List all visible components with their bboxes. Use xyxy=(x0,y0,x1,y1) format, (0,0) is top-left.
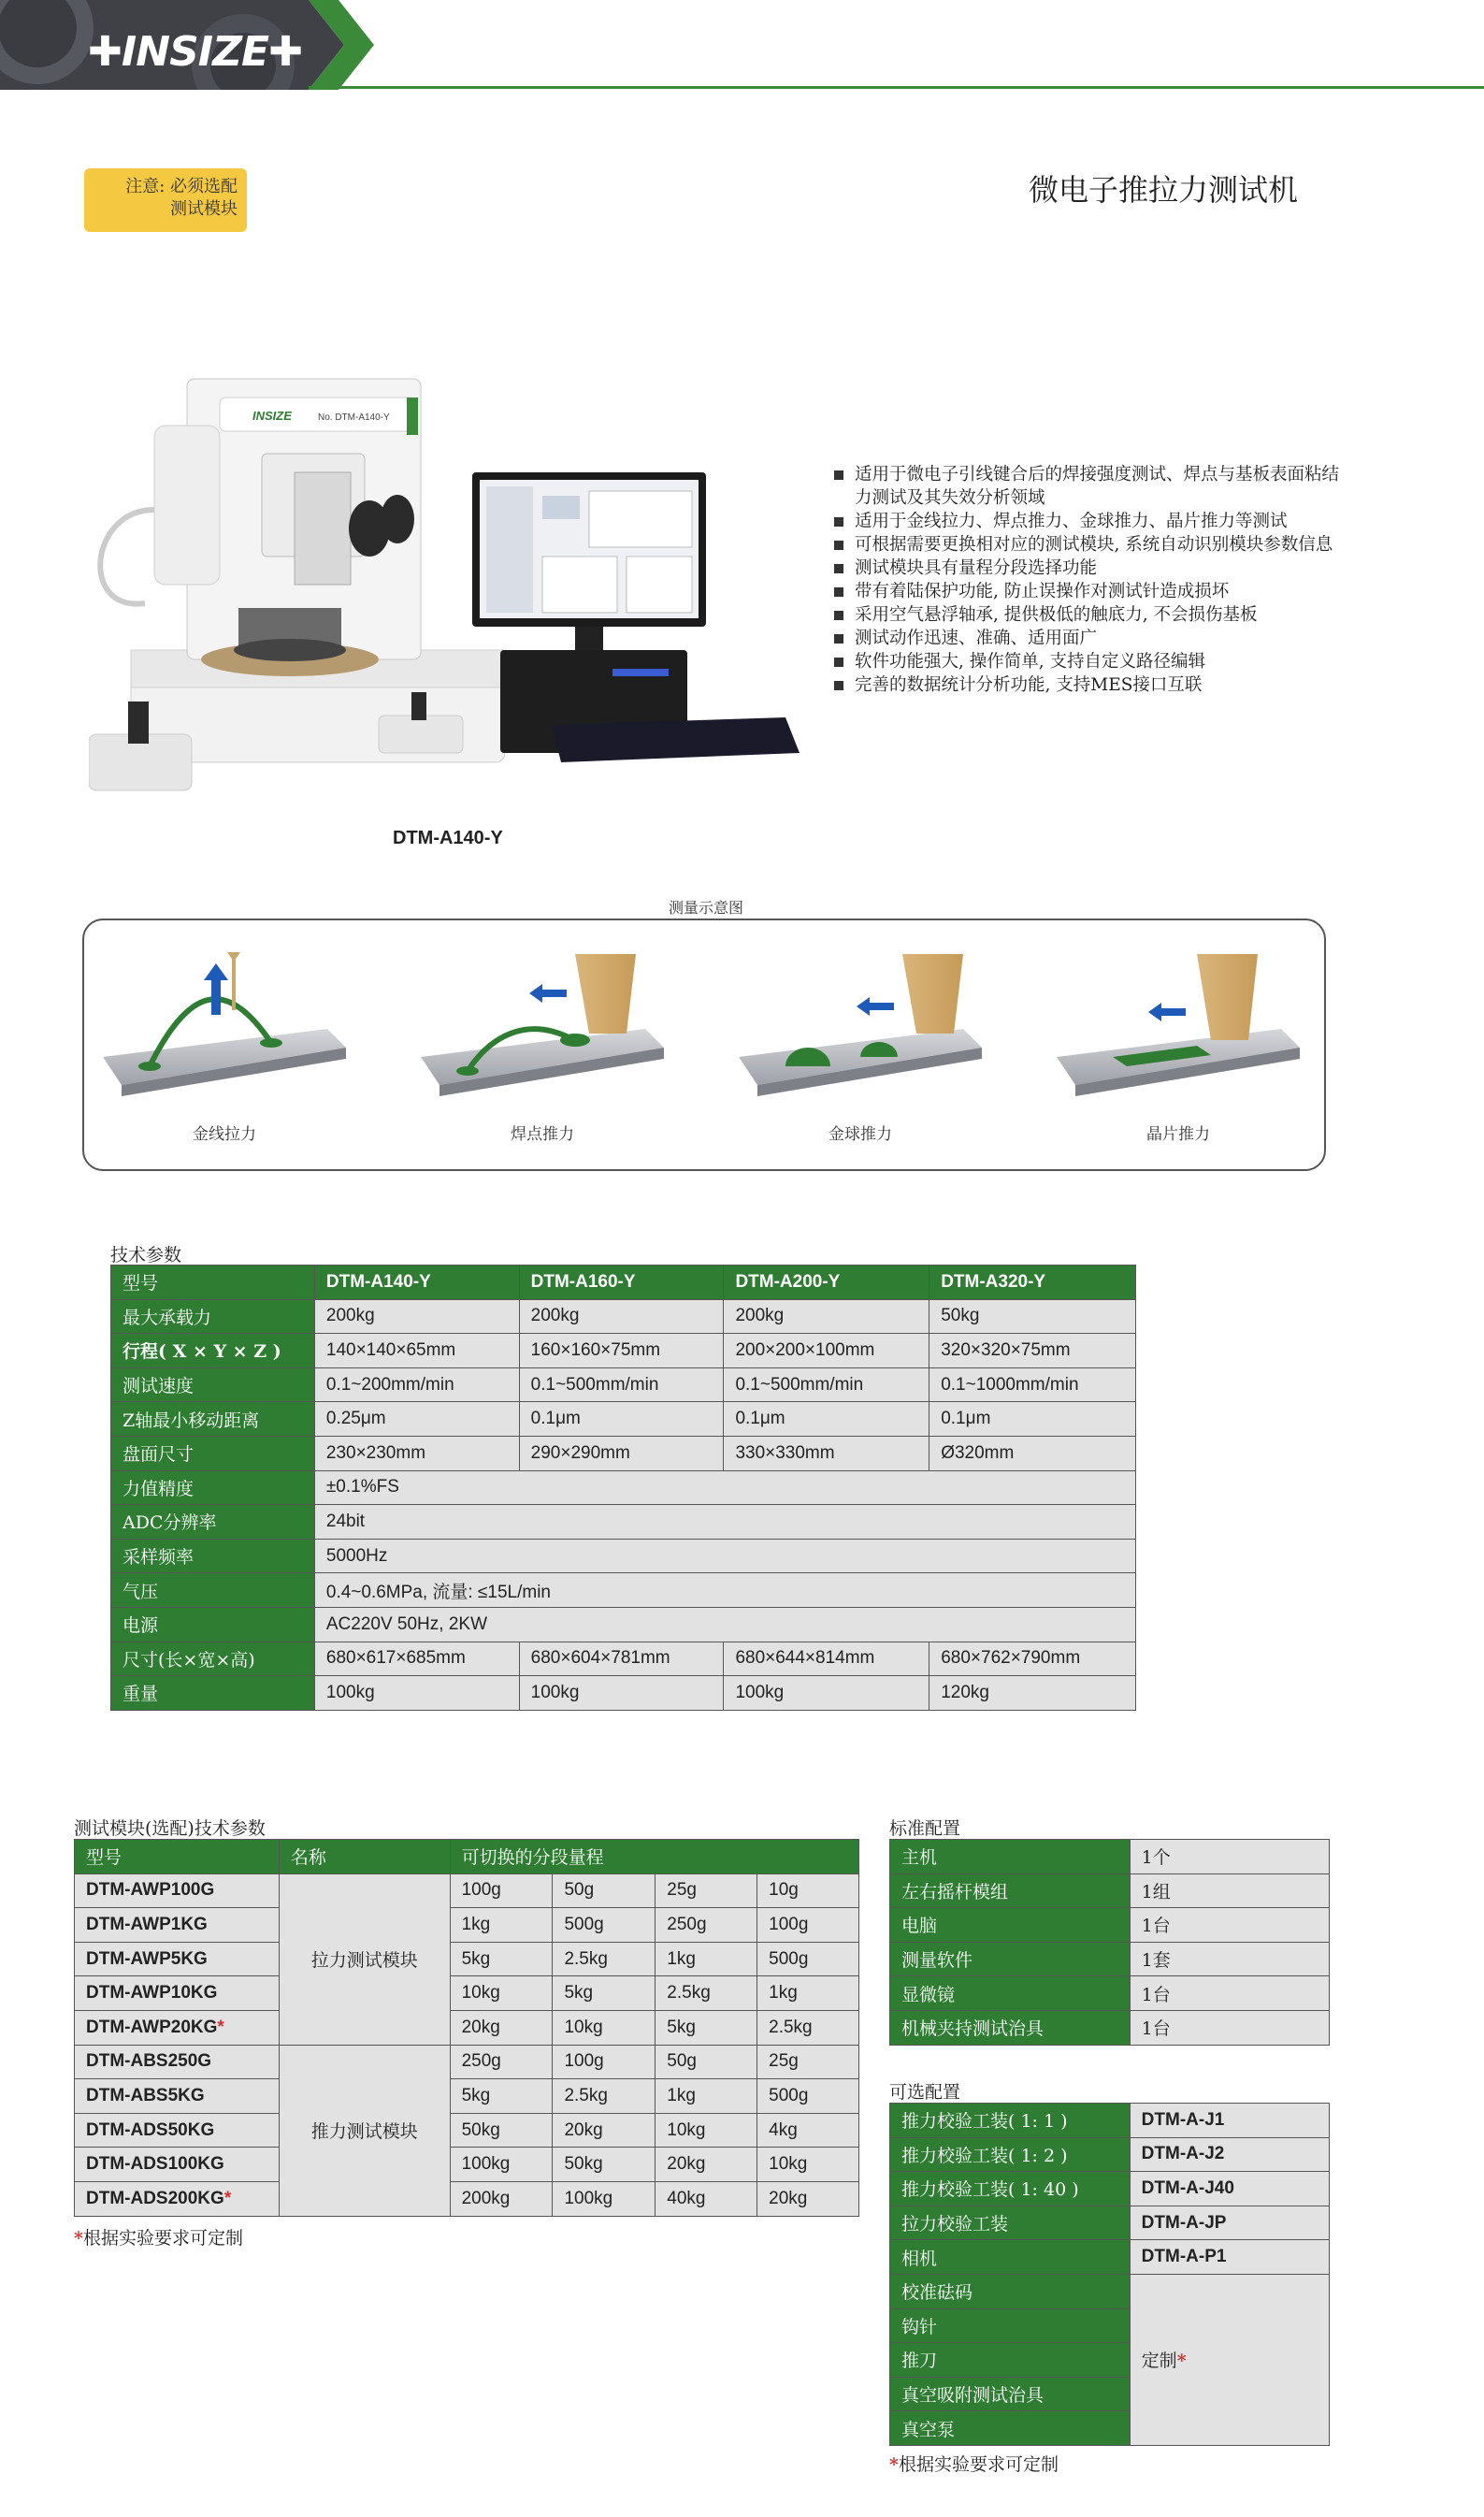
standard-label: 显微镜 xyxy=(890,1976,1131,2011)
modules-row xyxy=(75,1976,859,2011)
optional-footnote: *根据实验要求可定制 xyxy=(889,2454,1059,2475)
specs-cell: 100kg xyxy=(314,1676,519,1711)
feature-item: 测试动作迅速、准确、适用面广 xyxy=(830,627,1354,650)
feature-item: 可根据需要更换相对应的测试模块, 系统自动识别模块参数信息 xyxy=(830,533,1354,557)
standard-value: 1台 xyxy=(1130,2010,1329,2045)
specs-cell: 0.1μm xyxy=(929,1402,1136,1437)
module-range: 2.5kg xyxy=(553,1942,656,1976)
modules-header-model: 型号 xyxy=(75,1840,280,1874)
specs-cell-merged: AC220V 50Hz, 2KW xyxy=(314,1607,1135,1642)
optional-label: 真空吸附测试治具 xyxy=(890,2377,1131,2411)
specs-cell: 680×604×781mm xyxy=(519,1642,724,1676)
standard-value: 1台 xyxy=(1130,1976,1329,2011)
module-range: 250g xyxy=(656,1908,757,1943)
specs-row xyxy=(111,1436,1136,1470)
specs-cell: 680×644×814mm xyxy=(724,1642,929,1676)
modules-row xyxy=(75,2045,859,2079)
specs-row-label: 尺寸(长×宽×高) xyxy=(111,1642,315,1676)
module-range: 500g xyxy=(553,1908,656,1943)
specs-header-label: 型号 xyxy=(111,1266,315,1300)
modules-footnote: *根据实验要求可定制 xyxy=(74,2228,243,2249)
optional-label: 真空泵 xyxy=(890,2411,1131,2446)
module-range: 2.5kg xyxy=(553,2079,656,2114)
optional-label: 相机 xyxy=(890,2240,1131,2275)
specs-row-label: 气压 xyxy=(111,1573,315,1608)
optional-value: DTM-A-J40 xyxy=(1130,2172,1329,2206)
specs-cell: 680×617×685mm xyxy=(314,1642,519,1676)
specs-cell: 160×160×75mm xyxy=(519,1334,724,1368)
specs-row xyxy=(111,1573,1136,1608)
module-model: DTM-AWP1KG xyxy=(75,1908,280,1943)
modules-header-name: 名称 xyxy=(279,1840,450,1874)
die-push-illustration xyxy=(1057,954,1300,1096)
product-image xyxy=(89,369,809,809)
optional-label: 推力校验工装( 1: 40 ) xyxy=(890,2172,1131,2206)
module-range: 2.5kg xyxy=(757,2010,859,2045)
specs-row-label: 盘面尺寸 xyxy=(111,1436,315,1470)
specs-row-label: 采样频率 xyxy=(111,1539,315,1573)
module-model: DTM-ADS200KG* xyxy=(75,2181,280,2216)
specs-row xyxy=(111,1470,1136,1505)
optional-row xyxy=(890,2274,1330,2308)
optional-label: 推力校验工装( 1: 2 ) xyxy=(890,2137,1131,2172)
modules-title: 测试模块(选配)技术参数 xyxy=(74,1818,266,1839)
specs-row xyxy=(111,1539,1136,1573)
module-range: 2.5kg xyxy=(656,1976,757,2011)
specs-cell: 0.1μm xyxy=(724,1402,929,1437)
diagram-label-wire-pull: 金线拉力 xyxy=(193,1125,256,1144)
optional-value: DTM-A-JP xyxy=(1130,2206,1329,2240)
standard-label: 主机 xyxy=(890,1840,1131,1874)
specs-row xyxy=(111,1505,1136,1540)
module-model: DTM-AWP5KG xyxy=(75,1942,280,1976)
module-range: 1kg xyxy=(757,1976,859,2011)
module-range: 50kg xyxy=(553,2148,656,2182)
module-range: 50g xyxy=(553,1873,656,1908)
notice-badge xyxy=(84,168,247,232)
product-caption: DTM-A140-Y xyxy=(393,828,503,848)
diagram-illustrations xyxy=(94,935,1318,1113)
standard-label: 机械夹持测试治具 xyxy=(890,2010,1131,2045)
specs-row-label: 测试速度 xyxy=(111,1367,315,1402)
specs-cell: 0.1~200mm/min xyxy=(314,1367,519,1402)
specs-cell: 0.1~500mm/min xyxy=(724,1367,929,1402)
specs-row-label: 重量 xyxy=(111,1676,315,1711)
module-group-pull: 拉力测试模块 xyxy=(279,1873,450,2045)
specs-cell: 50kg xyxy=(929,1299,1136,1334)
specs-cell: 200×200×100mm xyxy=(724,1334,929,1368)
module-range: 500g xyxy=(757,1942,859,1976)
standard-title: 标准配置 xyxy=(889,1818,961,1839)
modules-row xyxy=(75,2181,859,2216)
optional-row xyxy=(890,2172,1330,2206)
specs-row xyxy=(111,1334,1136,1368)
module-range: 5kg xyxy=(450,1942,553,1976)
specs-row-label: 力值精度 xyxy=(111,1470,315,1505)
optional-table xyxy=(889,2103,1330,2446)
page-title: 微电子推拉力测试机 xyxy=(1029,172,1299,208)
specs-model-header: DTM-A320-Y xyxy=(929,1266,1136,1300)
standard-label: 左右摇杆模组 xyxy=(890,1873,1131,1908)
module-range: 100kg xyxy=(450,2148,553,2182)
optional-row xyxy=(890,2137,1330,2172)
modules-row xyxy=(75,1942,859,1976)
specs-cell-merged: ±0.1%FS xyxy=(314,1470,1135,1505)
module-range: 100kg xyxy=(553,2181,656,2216)
modules-row xyxy=(75,2113,859,2148)
specs-cell: 100kg xyxy=(519,1676,724,1711)
feature-list xyxy=(830,463,1354,697)
module-range: 1kg xyxy=(656,1942,757,1976)
optional-label: 拉力校验工装 xyxy=(890,2206,1131,2240)
specs-cell-merged: 5000Hz xyxy=(314,1539,1135,1573)
module-model: DTM-ABS5KG xyxy=(75,2079,280,2114)
standard-row xyxy=(890,2010,1330,2045)
wire-pull-illustration xyxy=(103,952,346,1096)
diagram-title: 测量示意图 xyxy=(668,899,743,917)
specs-cell: 200kg xyxy=(314,1299,519,1334)
module-range: 5kg xyxy=(450,2079,553,2114)
svg-text:INSIZE: INSIZE xyxy=(252,409,292,423)
svg-text:No. DTM-A140-Y: No. DTM-A140-Y xyxy=(318,412,390,423)
specs-cell: 200kg xyxy=(724,1299,929,1334)
module-range: 4kg xyxy=(757,2113,859,2148)
optional-value: DTM-A-J2 xyxy=(1130,2137,1329,2172)
modules-row xyxy=(75,2010,859,2045)
module-range: 10kg xyxy=(450,1976,553,2011)
specs-row xyxy=(111,1402,1136,1437)
standard-row xyxy=(890,1976,1330,2011)
modules-row xyxy=(75,2079,859,2114)
specs-row-label: Z轴最小移动距离 xyxy=(111,1402,315,1437)
standard-row xyxy=(890,1908,1330,1943)
specs-row-label: 电源 xyxy=(111,1607,315,1642)
optional-label: 钩针 xyxy=(890,2308,1131,2343)
specs-cell: 0.1μm xyxy=(519,1402,724,1437)
feature-item: 采用空气悬浮轴承, 提供极低的触底力, 不会损伤基板 xyxy=(830,603,1354,627)
module-model: DTM-AWP20KG* xyxy=(75,2010,280,2045)
diagram-label-die-push: 晶片推力 xyxy=(1146,1125,1210,1144)
specs-cell: 290×290mm xyxy=(519,1436,724,1470)
feature-item: 适用于微电子引线键合后的焊接强度测试、焊点与基板表面粘结力测试及其失效分析领域 xyxy=(830,463,1354,510)
specs-table xyxy=(110,1265,1136,1711)
insize-logo: ✚INSIZE✚ xyxy=(88,28,302,76)
specs-cell: 200kg xyxy=(519,1299,724,1334)
standard-label: 电脑 xyxy=(890,1908,1131,1943)
optional-label: 校准砝码 xyxy=(890,2274,1131,2308)
module-range: 20kg xyxy=(757,2181,859,2216)
diagram-label-solder-push: 焊点推力 xyxy=(511,1125,574,1144)
specs-row xyxy=(111,1607,1136,1642)
specs-header-row xyxy=(111,1266,1136,1300)
optional-row xyxy=(890,2240,1330,2275)
specs-cell: 330×330mm xyxy=(724,1436,929,1470)
header-rule xyxy=(309,86,1484,89)
optional-label: 推刀 xyxy=(890,2343,1131,2378)
specs-cell-merged: 24bit xyxy=(314,1505,1135,1540)
module-range: 100g xyxy=(757,1908,859,1943)
standard-value: 1个 xyxy=(1130,1840,1329,1874)
feature-item: 测试模块具有量程分段选择功能 xyxy=(830,557,1354,580)
module-range: 50g xyxy=(656,2045,757,2079)
module-range: 10kg xyxy=(656,2113,757,2148)
module-range: 20kg xyxy=(450,2010,553,2045)
specs-model-header: DTM-A160-Y xyxy=(519,1266,724,1300)
module-range: 500g xyxy=(757,2079,859,2114)
module-range: 20kg xyxy=(656,2148,757,2182)
optional-custom-cell: 定制* xyxy=(1130,2274,1329,2445)
specs-cell: 140×140×65mm xyxy=(314,1334,519,1368)
module-range: 25g xyxy=(757,2045,859,2079)
solder-push-illustration xyxy=(421,954,664,1096)
specs-row-label: 行程( X × Y × Z ) xyxy=(111,1334,315,1368)
standard-row xyxy=(890,1942,1330,1976)
optional-value: DTM-A-P1 xyxy=(1130,2240,1329,2275)
specs-cell: 0.1~500mm/min xyxy=(519,1367,724,1402)
specs-cell: 100kg xyxy=(724,1676,929,1711)
specs-row-label: 最大承载力 xyxy=(111,1299,315,1334)
specs-cell: 0.1~1000mm/min xyxy=(929,1367,1136,1402)
optional-value: DTM-A-J1 xyxy=(1130,2104,1329,2138)
specs-cell: 680×762×790mm xyxy=(929,1642,1136,1676)
module-range: 5kg xyxy=(656,2010,757,2045)
module-range: 25g xyxy=(656,1873,757,1908)
modules-header-row xyxy=(75,1840,859,1874)
specs-cell: 230×230mm xyxy=(314,1436,519,1470)
module-model: DTM-ADS50KG xyxy=(75,2113,280,2148)
optional-title: 可选配置 xyxy=(889,2082,961,2103)
specs-cell-merged: 0.4~0.6MPa, 流量: ≤15L/min xyxy=(314,1573,1135,1608)
standard-value: 1套 xyxy=(1130,1942,1329,1976)
modules-row xyxy=(75,1908,859,1943)
feature-item: 带有着陆保护功能, 防止误操作对测试针造成损坏 xyxy=(830,580,1354,603)
optional-row xyxy=(890,2104,1330,2138)
specs-model-header: DTM-A200-Y xyxy=(724,1266,929,1300)
specs-row xyxy=(111,1676,1136,1711)
specs-row xyxy=(111,1299,1136,1334)
module-range: 10kg xyxy=(757,2148,859,2182)
notice-line-2: 测试模块 xyxy=(170,199,238,219)
standard-row xyxy=(890,1873,1330,1908)
module-range: 1kg xyxy=(450,1908,553,1943)
module-range: 50kg xyxy=(450,2113,553,2148)
feature-item: 完善的数据统计分析功能, 支持MES接口互联 xyxy=(830,673,1354,697)
specs-row xyxy=(111,1642,1136,1676)
specs-row xyxy=(111,1367,1136,1402)
specs-title: 技术参数 xyxy=(110,1245,182,1266)
modules-header-range: 可切换的分段量程 xyxy=(450,1840,858,1874)
module-range: 5kg xyxy=(553,1976,656,2011)
ball-push-illustration xyxy=(739,954,982,1096)
module-model: DTM-ABS250G xyxy=(75,2045,280,2079)
module-group-push: 推力测试模块 xyxy=(279,2045,450,2216)
specs-cell: 120kg xyxy=(929,1676,1136,1711)
modules-row xyxy=(75,2148,859,2182)
specs-row-label: ADC分辨率 xyxy=(111,1505,315,1540)
module-range: 100g xyxy=(450,1873,553,1908)
diagram-label-ball-push: 金球推力 xyxy=(828,1125,892,1144)
optional-row xyxy=(890,2206,1330,2240)
notice-line-1: 注意: 必须选配 xyxy=(125,177,238,196)
module-range: 250g xyxy=(450,2045,553,2079)
module-model: DTM-AWP100G xyxy=(75,1873,280,1908)
module-range: 20kg xyxy=(553,2113,656,2148)
module-range: 10g xyxy=(757,1873,859,1908)
feature-item: 适用于金线拉力、焊点推力、金球推力、晶片推力等测试 xyxy=(830,510,1354,533)
standard-value: 1台 xyxy=(1130,1908,1329,1943)
specs-cell: 0.25μm xyxy=(314,1402,519,1437)
module-range: 40kg xyxy=(656,2181,757,2216)
modules-row xyxy=(75,1873,859,1908)
modules-table xyxy=(74,1839,859,2217)
optional-label: 推力校验工装( 1: 1 ) xyxy=(890,2104,1131,2138)
specs-model-header: DTM-A140-Y xyxy=(314,1266,519,1300)
specs-cell: Ø320mm xyxy=(929,1436,1136,1470)
module-model: DTM-ADS100KG xyxy=(75,2148,280,2182)
standard-value: 1组 xyxy=(1130,1873,1329,1908)
standard-table xyxy=(889,1839,1330,2046)
module-range: 100g xyxy=(553,2045,656,2079)
module-range: 200kg xyxy=(450,2181,553,2216)
module-range: 10kg xyxy=(553,2010,656,2045)
specs-cell: 320×320×75mm xyxy=(929,1334,1136,1368)
standard-label: 测量软件 xyxy=(890,1942,1131,1976)
module-range: 1kg xyxy=(656,2079,757,2114)
standard-row xyxy=(890,1840,1330,1874)
module-model: DTM-AWP10KG xyxy=(75,1976,280,2011)
feature-item: 软件功能强大, 操作简单, 支持自定义路径编辑 xyxy=(830,650,1354,673)
